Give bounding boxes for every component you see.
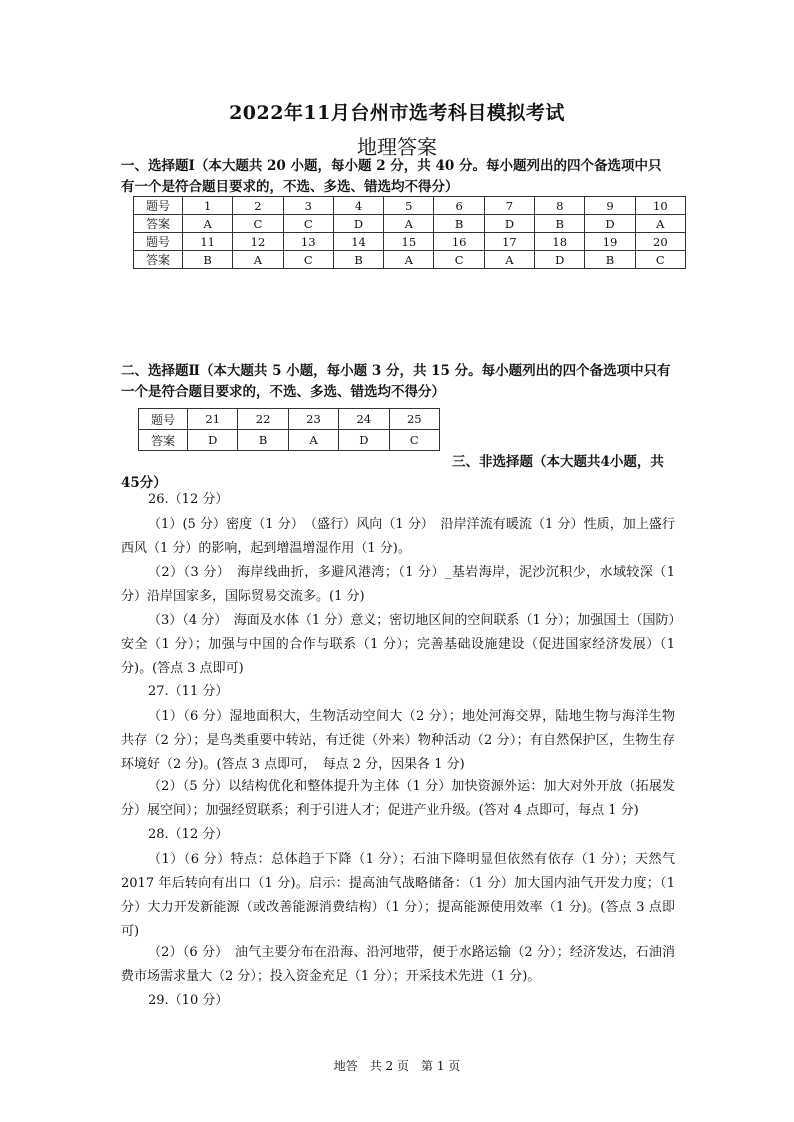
q27-part2: （2）（5 分）以结构优化和整体提升为主体（1 分）加快资源外运：加大对外开放（拓展发分）展空间）；加强经贸联系；利于引进人才；促进产业升级。(答对 4 点即可，每点 1 分) — [121, 779, 675, 818]
section1-answer-table — [133, 196, 686, 269]
table-row: 答案 B A C B A C A D B C — [134, 251, 686, 269]
table-row: 答案 D B A D C — [139, 430, 440, 451]
table-row: 题号 11 12 13 14 15 16 17 18 19 20 — [134, 233, 686, 251]
section2-answer-table — [138, 408, 440, 451]
table-row: 答案 A C C D A B D B D A — [134, 215, 686, 233]
q28-part1: （1）（6 分）特点：总体趋于下降（1 分）；石油下降明显但依然有依存（1 分）；天然气 2017 年后转向有出口（1 分)。启示：提高油气战略储备：（1 分）加大国内油气开发力度；（1 分）大力开发新能源（或改善能源消费结构）（1 分）；提高能源使用效率（1 分)。(答点 3 点即可) — [121, 852, 675, 939]
section3-heading: 三、非选择题（本大题共4小题，共 — [452, 454, 664, 470]
q27-heading: 27.（11 分） — [148, 684, 229, 699]
page-footer: 地答 共 2 页 第 1 页 — [333, 1059, 461, 1073]
q26-part3: （3）（4 分） 海面及水体（1 分）意义；密切地区间的空间联系（1 分）；加强国土（国防）安全（1 分）；加强与中国的合作与联系（1 分）；完善基础设施建设（促进国家经济发展）（1 分)。(答点 3 点即可) — [121, 613, 675, 676]
q27-part1: （1）（6 分）湿地面积大，生物活动空间大（2 分）；地处河海交界，陆地生物与海洋生物共存（2 分）；是鸟类重要中转站，有迁徙（外来）物种活动（2 分）；有自然保护区，生物生存环境好（2 分)。(答点 3 点即可， 每点 2 分，因果各 1 分) — [121, 709, 675, 772]
answer-subtitle: 地理答案 — [357, 135, 437, 159]
q26-part2: （2）（3 分） 海岸线曲折，多避风港湾；（1 分）_基岩海岸，泥沙沉积少，水域较深（1 分）沿岸国家多，国际贸易交流多。(1 分) — [121, 565, 675, 604]
q29-heading: 29.（10 分） — [148, 993, 229, 1008]
table-row: 题号 1 2 3 4 5 6 7 8 9 10 — [134, 197, 686, 215]
table-row: 题号 21 22 23 24 25 — [139, 409, 440, 430]
section3-heading-cont: 45分） — [121, 475, 167, 491]
section1-heading: 一、选择题Ⅰ（本大题共 20 小题，每小题 2 分，共 40 分。每小题列出的四个备选项中只 有一个是符合题目要求的，不选、多选、错选均不得分） — [121, 158, 662, 195]
exam-title: 2022年11月台州市选考科目模拟考试 — [229, 102, 565, 124]
q26-heading: 26.（12 分） — [148, 492, 229, 507]
q28-heading: 28.（12 分） — [148, 827, 229, 842]
q28-part2: （2）（6 分） 油气主要分布在沿海、沿河地带，便于水路运输（2 分）；经济发达，石油消费市场需求量大（2 分）；投入资金充足（1 分）；开采技术先进（1 分)。 — [121, 945, 675, 984]
section2-heading: 二、选择题Ⅱ（本大题共 5 小题，每小题 3 分，共 15 分。每小题列出的四个备选项中只有 一个是符合题目要求的，不选、多选、错选均不得分） — [121, 363, 671, 400]
q26-part1: （1）(5 分）密度（1 分） （盛行）风向（1 分） 沿岸洋流有暖流（1 分）性质，加上盛行西风（1 分）的影响，起到增温增湿作用（1 分)。 — [121, 517, 675, 556]
